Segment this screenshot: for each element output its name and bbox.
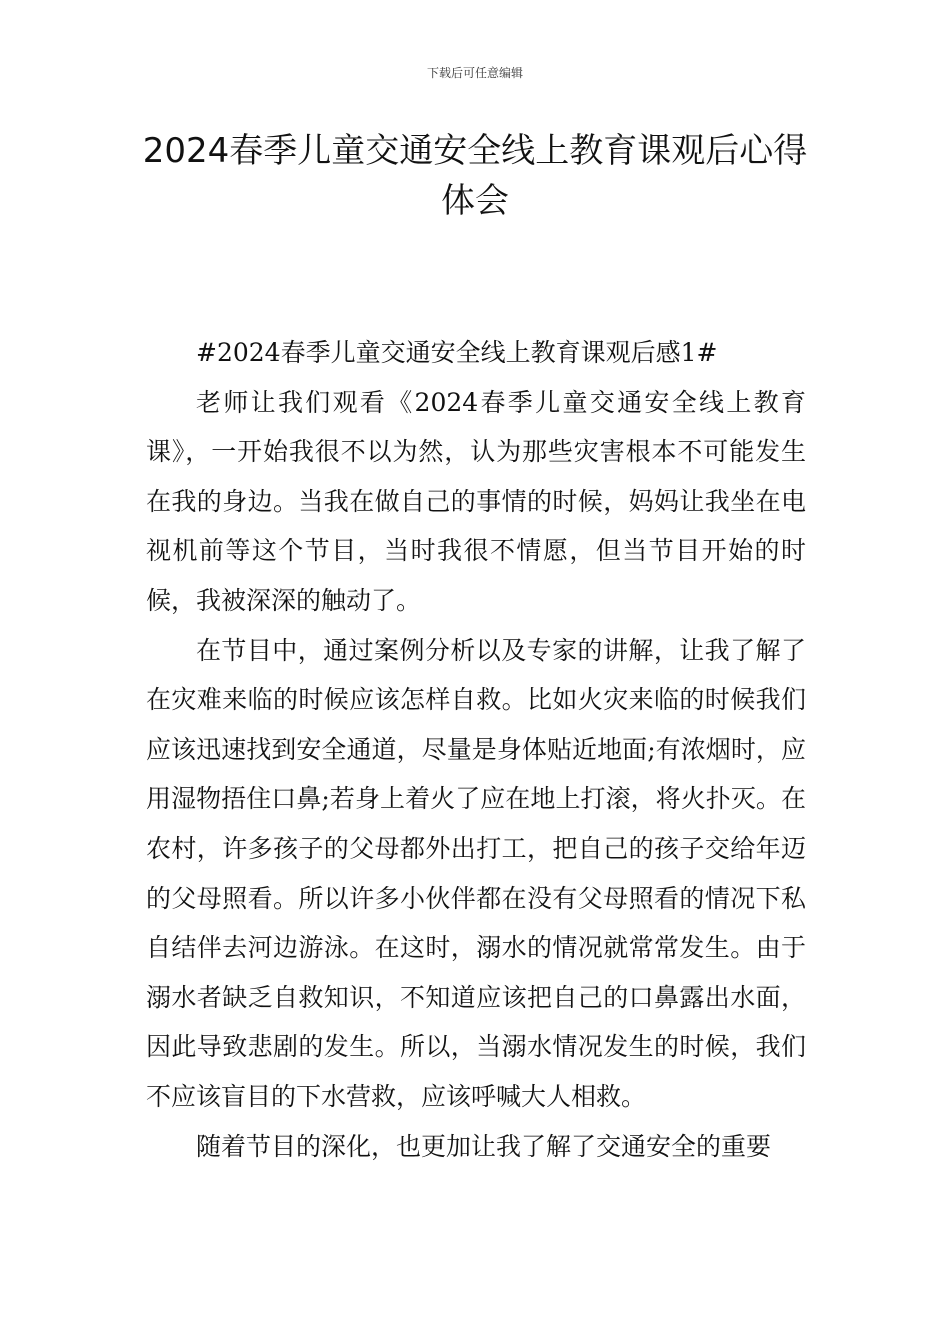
paragraph-3: 随着节目的深化，也更加让我了解了交通安全的重要	[196, 1131, 772, 1161]
document-body	[146, 328, 806, 1171]
document-title: 2024春季儿童交通安全线上教育课观后心得体会	[142, 131, 808, 221]
paragraph-1: 老师让我们观看《2024春季儿童交通安全线上教育课》，一开始我很不以为然，认为那些灾害根本不可能发生在我的身边。当我在做自己的事情的时候，妈妈让我坐在电视机前等这个节目，当时我很不情愿，但当节目开始的时候，我被深深的触动了。	[146, 387, 806, 615]
paragraph-2: 在节目中，通过案例分析以及专家的讲解，让我了解了在灾难来临的时候应该怎样自救。比如火灾来临的时候我们应该迅速找到安全通道，尽量是身体贴近地面;有浓烟时，应用湿物捂住口鼻;若身上着火了应在地上打滚，将火扑灭。在农村，许多孩子的父母都外出打工，把自己的孩子交给年迈的父母照看。所以许多小伙伴都在没有父母照看的情况下私自结伴去河边游泳。在这时，溺水的情况就常常发生。由于溺水者缺乏自救知识，不知道应该把自己的口鼻露出水面，因此导致悲剧的发生。所以，当溺水情况发生的时候，我们不应该盲目的下水营救，应该呼喊大人相救。	[146, 635, 806, 1111]
header-note: 下载后可任意编辑	[426, 66, 523, 80]
section-heading: #2024春季儿童交通安全线上教育课观后感1#	[196, 338, 718, 367]
